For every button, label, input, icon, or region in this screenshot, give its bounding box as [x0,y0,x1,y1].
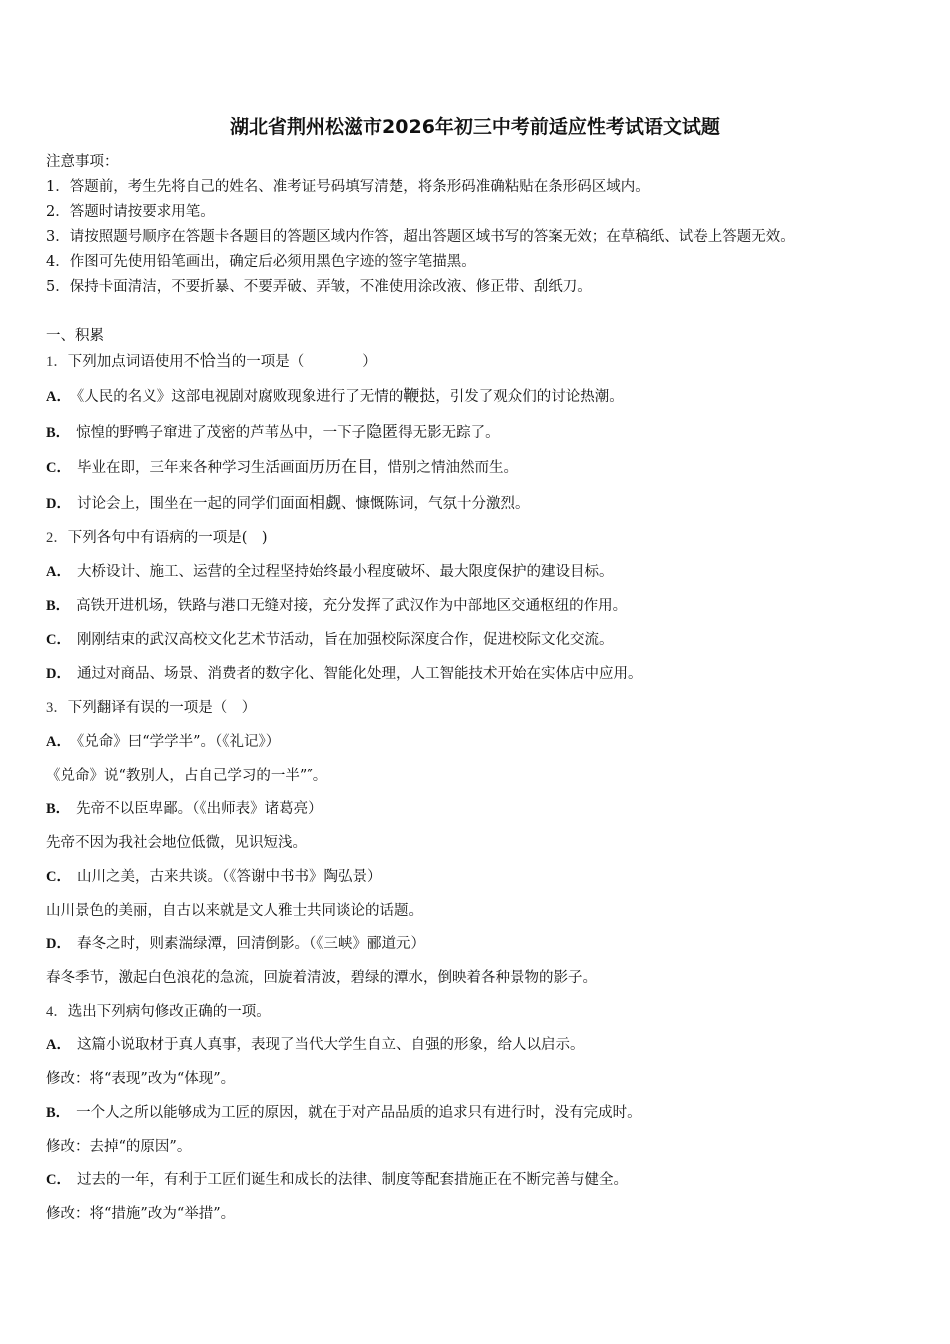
question-1-stem [46,351,377,372]
stem-text: 下列加点词语使用 [67,354,184,370]
option-label: C． [46,869,71,885]
option-text: 春冬之时，则素湍绿潭，回清倒影。（《三峡》郦道元） [76,936,425,952]
option-a [46,386,624,407]
option-label: B． [46,425,71,441]
question-3-stem [46,698,256,718]
option-label: B． [46,801,71,817]
option-text: 高铁开进机场，铁路与港口无缝对接，充分发挥了武汉作为中部地区交通枢纽的作用。 [76,598,628,614]
stem-text: 的一项是（ ） [231,354,377,370]
option-text: 大桥设计、施工、运营的全过程坚持始终最小程度破坏、最大限度保护的建设目标。 [76,564,614,580]
question-number: 3． [46,700,68,716]
translation: 《兑命》说“教别人，占自己学习的一半”″。 [46,768,328,784]
option-text: 、慷慨陈词，气氛十分激烈。 [341,496,530,512]
option-text: 这篇小说取材于真人真事，表现了当代大学生自立、自强的形象，给人以启示。 [76,1037,585,1053]
option-b [46,1103,642,1123]
option-label: B． [46,1105,71,1121]
option-keyword: 相觑 [308,493,341,512]
section-heading: 一、积累 [46,328,104,344]
option-text: 先帝不以臣卑鄙。（《出师表》诸葛亮） [76,801,323,817]
notice-heading: 注意事项： [46,154,119,170]
option-text: 刚刚结束的武汉高校文化艺术节活动，旨在加强校际深度合作，促进校际文化交流。 [76,632,614,648]
notice-item: 5．保持卡面清洁，不要折暴、不要弄破、弄皱，不准使用涂改液、修正带、刮纸刀。 [46,279,592,295]
stem-text: 选出下列病句修改正确的一项。 [67,1004,271,1020]
option-text: 得无影无踪了。 [398,425,500,441]
option-label: C． [46,1172,71,1188]
option-label: A． [46,1037,71,1053]
question-2-stem [46,528,268,548]
option-b [46,596,627,616]
option-text: 《人民的名义》这部电视剧对腐败现象进行了无情的 [76,389,404,405]
option-d [46,664,642,684]
option-label: D． [46,666,71,682]
option-c [46,630,613,650]
option-label: C． [46,460,71,476]
option-text: 毕业在即，三年来各种学习生活画面 [76,460,309,476]
option-text: 过去的一年，有利于工匠们诞生和成长的法律、制度等配套措施正在不断完善与健全。 [76,1172,628,1188]
option-b [46,422,500,443]
notice-item: 4．作图可先使用铅笔画出，确定后必须用黑色字迹的签字笔描黑。 [46,254,476,270]
option-a [46,562,613,582]
option-a [46,1035,584,1055]
revision: 修改：将“表现”改为“体现”。 [46,1071,236,1087]
option-keyword: 隐匿 [366,422,399,441]
option-c [46,867,381,887]
option-label: D． [46,496,71,512]
option-label: C． [46,632,71,648]
stem-text: 下列各句中有语病的一项是( ) [67,530,268,546]
revision: 修改：去掉“的原因”。 [46,1139,192,1155]
page-title: 湖北省荆州松滋市2026年初三中考前适应性考试语文试题 [230,116,720,138]
translation: 山川景色的美丽，自古以来就是文人雅士共同谈论的话题。 [46,903,423,919]
option-d [46,934,425,954]
revision: 修改：将“措施”改为“举措”。 [46,1206,236,1222]
option-text: 山川之美，古来共谈。（《答谢中书书》陶弘景） [76,869,382,885]
question-number: 1． [46,354,68,370]
option-keyword: 历历在目 [308,457,373,476]
question-4-stem [46,1002,271,1022]
translation: 先帝不因为我社会地位低微，见识短浅。 [46,835,307,851]
option-b [46,799,323,819]
notice-item: 2．答题时请按要求用笔。 [46,204,215,220]
question-number: 4． [46,1004,68,1020]
translation: 春冬季节，激起白色浪花的急流，回旋着清波，碧绿的潭水，倒映着各种景物的影子。 [46,970,597,986]
notice-item: 1．答题前，考生先将自己的姓名、准考证号码填写清楚，将条形码准确粘贴在条形码区域内。 [46,179,650,195]
option-c [46,1170,628,1190]
option-keyword: 鞭挞 [403,386,436,405]
question-number: 2． [46,530,68,546]
option-text: ，惜别之情油然而生。 [373,460,518,476]
option-label: D． [46,936,71,952]
option-text: 一个人之所以能够成为工匠的原因，就在于对产品品质的追求只有进行时，没有完成时。 [76,1105,642,1121]
stem-emphasis: 不恰当 [183,351,232,370]
stem-text: 下列翻译有误的一项是（ ） [67,700,257,716]
option-text: 通过对商品、场景、消费者的数字化、智能化处理，人工智能技术开始在实体店中应用。 [76,666,643,682]
option-c [46,457,518,478]
option-text: 《兑命》曰“学学半”。（《礼记》） [76,734,281,750]
option-a [46,732,280,752]
option-label: B． [46,598,71,614]
option-text: ，引发了观众们的讨论热潮。 [435,389,624,405]
option-d [46,493,530,514]
option-label: A． [46,389,71,405]
option-text: 惊惶的野鸭子窜进了茂密的芦苇丛中，一下子 [76,425,367,441]
option-label: A． [46,564,71,580]
option-label: A． [46,734,71,750]
option-text: 讨论会上，围坐在一起的同学们面面 [76,496,309,512]
notice-item: 3．请按照题号顺序在答题卡各题目的答题区域内作答，超出答题区域书写的答案无效；在草稿纸、试卷上答题无效。 [46,229,795,245]
